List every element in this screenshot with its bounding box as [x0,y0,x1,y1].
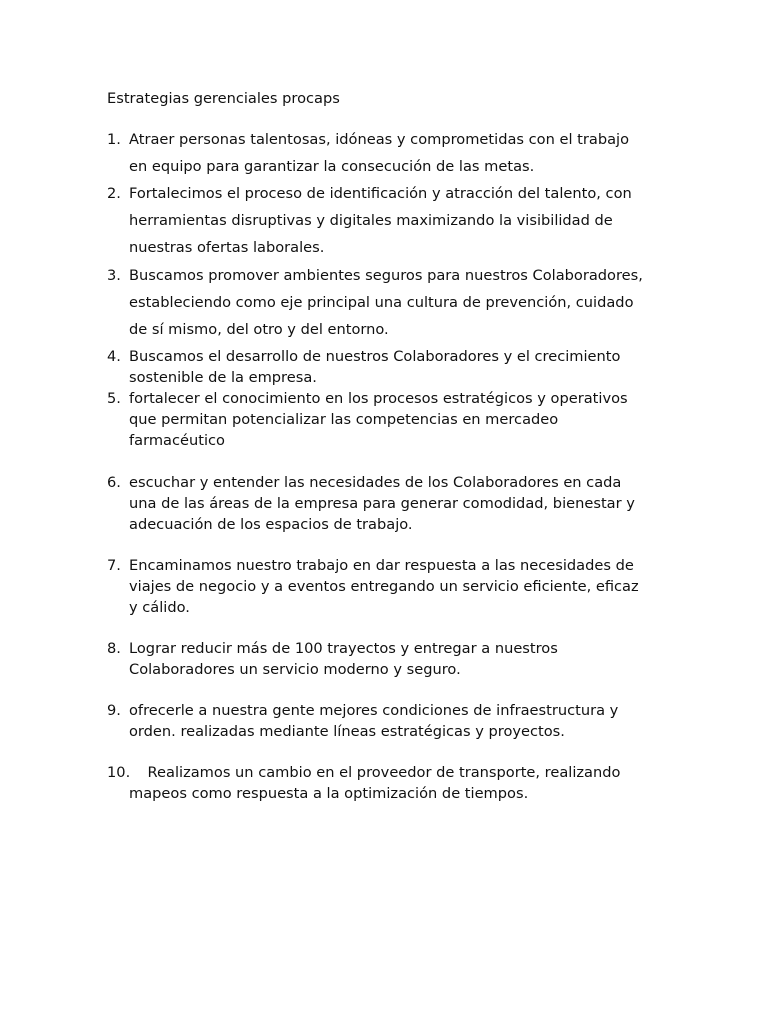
list-item-line: farmacéutico [129,431,225,449]
list-item-line: herramientas disruptivas y digitales maximizando la visibilidad de [129,212,613,230]
list-item-line: Atraer personas talentosas, idóneas y comprometidas con el trabajo [129,131,630,148]
list-item-line: Lograr reducir más de 100 trayectos y entregar a nuestros [129,640,558,657]
list-item-line: Buscamos promover ambientes seguros para nuestros Colaboradores, [129,267,643,284]
document-title: Estrategias gerenciales procaps [107,90,340,107]
list-item-line: mapeos como respuesta a la optimización de tiempos. [129,784,529,802]
list-item-line: Colaboradores un servicio moderno y seguro. [129,660,461,678]
list-item-line: Buscamos el desarrollo de nuestros Colaboradores y el crecimiento [129,348,621,365]
list-item-text [129,126,669,180]
list-item-number: 5. [107,390,121,407]
list-item-line: escuchar y entender las necesidades de los Colaboradores en cada [129,474,622,491]
list-item-line: estableciendo como eje principal una cultura de prevención, cuidado [129,294,634,312]
list-item-text [129,389,669,451]
list-item-line: orden. realizadas mediante líneas estratégicas y proyectos. [129,722,565,740]
list-item-line: fortalecer el conocimiento en los procesos estratégicos y operativos [129,390,628,407]
list-item-line: viajes de negocio y a eventos entregando un servicio eficiente, eficaz [129,577,639,595]
list-item-text [129,262,669,344]
list-item-line: una de las áreas de la empresa para generar comodidad, bienestar y [129,494,635,512]
list-item-line: nuestras ofertas laborales. [129,239,325,257]
list-item-text [129,639,669,681]
list-item-number: 2. [107,185,121,202]
list-item-line: sostenible de la empresa. [129,368,317,386]
list-item-number: 6. [107,474,121,491]
list-item-text [129,763,669,805]
list-item-number: 3. [107,267,121,284]
list-item-line: Encaminamos nuestro trabajo en dar respuesta a las necesidades de [129,557,634,574]
list-item-line: ofrecerle a nuestra gente mejores condiciones de infraestructura y [129,702,619,719]
list-item-line: y cálido. [129,598,190,616]
list-item-line: Fortalecimos el proceso de identificación y atracción del talento, con [129,185,632,202]
list-item-line: adecuación de los espacios de trabajo. [129,515,413,533]
list-item-number: 4. [107,348,121,365]
list-item-number: 9. [107,702,121,719]
list-item-text [129,180,669,262]
list-item-line: que permitan potencializar las competencias en mercadeo [129,410,559,428]
list-item-number: 1. [107,131,121,148]
list-item-text [129,556,669,618]
list-item-text [129,701,669,743]
list-item-number: 7. [107,557,121,574]
list-item-text [129,473,669,535]
list-item-number: 10. [107,764,131,781]
list-item-number: 8. [107,640,121,657]
list-item-text [129,347,669,389]
list-item-line: Realizamos un cambio en el proveedor de transporte, realizando [129,764,621,781]
list-item-line: en equipo para garantizar la consecución de las metas. [129,158,535,176]
list-item-line: de sí mismo, del otro y del entorno. [129,321,389,339]
